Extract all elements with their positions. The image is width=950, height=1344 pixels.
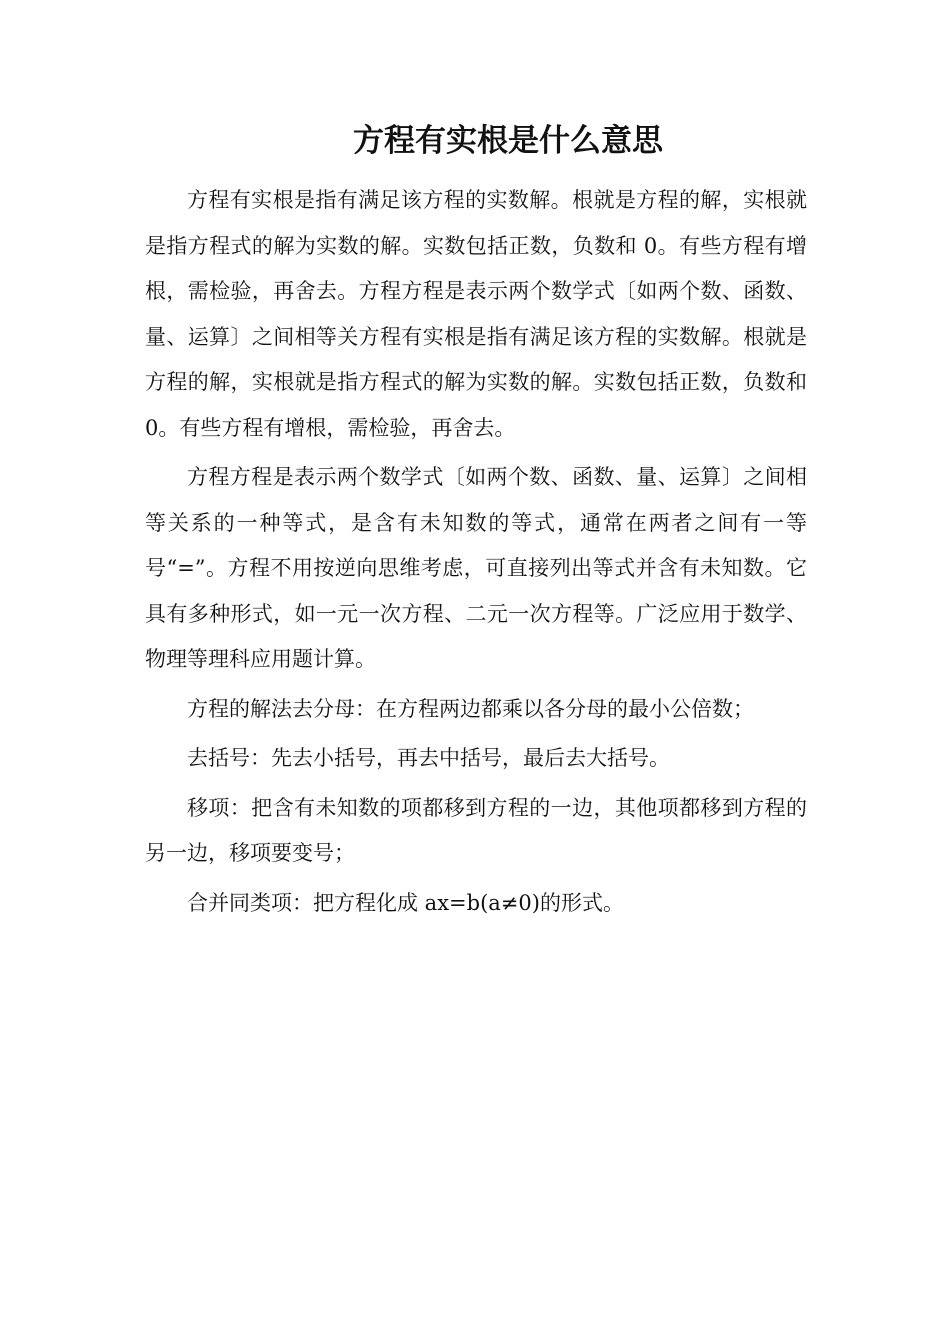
paragraph-remove-denominator: 方程的解法去分母：在方程两边都乘以各分母的最小公倍数；: [187, 696, 754, 721]
document-title: 方程有实根是什么意思: [353, 123, 663, 159]
document-body: [145, 178, 807, 930]
paragraph-combine-like-terms: 合并同类项：把方程化成 ax=b(a≠0)的形式。: [187, 890, 624, 915]
paragraph-equation-definition: 方程方程是表示两个数学式〔如两个数、函数、量、运算〕之间相等关系的一种等式，是含有未知数的等式，通常在两者之间有一等号“=”。方程不用按逆向思维考虑，可直接列出等式并含有未知数。它具有多种形式，如一元一次方程、二元一次方程等。广泛应用于数学、物理等理科应用题计算。: [145, 465, 807, 671]
paragraph-transpose-terms: 移项：把含有未知数的项都移到方程的一边，其他项都移到方程的另一边，移项要变号；: [145, 795, 807, 865]
paragraph-real-roots: 方程有实根是指有满足该方程的实数解。根就是方程的解，实根就是指方程式的解为实数的解。实数包括正数，负数和 0。有些方程有增根，需检验，再舍去。方程方程是表示两个数学式〔如两个数、函数、量、运算〕之间相等关方程有实根是指有满足该方程的实数解。根就是方程的解，实根就是指方程式的解为实数的解。实数包括正数，负数和 0。有些方程有增根，需检验，再舍去。: [145, 188, 807, 440]
paragraph-remove-brackets: 去括号：先去小括号，再去中括号，最后去大括号。: [187, 746, 670, 770]
